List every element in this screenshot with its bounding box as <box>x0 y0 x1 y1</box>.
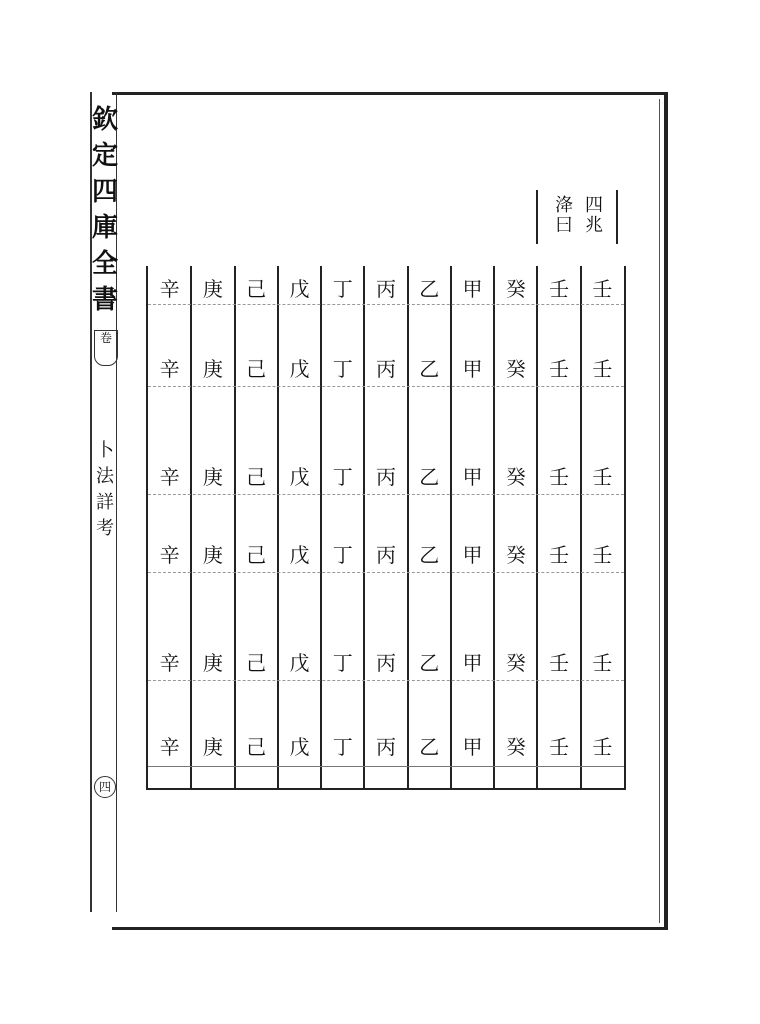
stem-cell: 己 <box>246 277 267 301</box>
title-char: 全 <box>92 249 119 279</box>
stem-cell: 壬 <box>549 277 570 301</box>
stem-table <box>146 266 626 790</box>
row-rule <box>148 680 624 681</box>
table-header <box>536 190 618 244</box>
stem-cell: 癸 <box>505 357 526 381</box>
title-char: 欽 <box>92 105 119 135</box>
column-rule <box>277 266 279 788</box>
stem-cell: 丁 <box>332 465 353 489</box>
stem-cell: 辛 <box>159 651 180 675</box>
stem-cell: 丁 <box>332 277 353 301</box>
column-rule <box>234 266 236 788</box>
page-number: 四 <box>94 776 116 798</box>
stem-cell: 己 <box>246 357 267 381</box>
header-right-column <box>582 196 606 236</box>
stem-cell: 甲 <box>462 357 483 381</box>
stem-cell: 丁 <box>332 543 353 567</box>
stem-cell: 戊 <box>289 277 310 301</box>
stem-cell: 丙 <box>376 735 396 759</box>
stem-cell: 乙 <box>419 735 440 759</box>
stem-cell: 乙 <box>419 651 440 675</box>
stem-cell: 癸 <box>505 735 526 759</box>
stem-cell: 戊 <box>289 651 310 675</box>
column-rule <box>536 266 538 788</box>
stem-cell: 癸 <box>505 277 526 301</box>
stem-cell: 己 <box>246 651 267 675</box>
stem-cell: 乙 <box>419 465 440 489</box>
stem-cell: 辛 <box>159 277 180 301</box>
column-rule <box>190 266 192 788</box>
stem-cell: 丙 <box>376 277 396 301</box>
stem-cell: 乙 <box>419 357 440 381</box>
stem-cell: 壬 <box>592 543 613 567</box>
stem-cell: 丁 <box>332 651 353 675</box>
section-title <box>94 438 116 542</box>
stem-cell: 甲 <box>462 735 483 759</box>
stem-cell: 甲 <box>462 465 483 489</box>
stem-cell: 丙 <box>376 465 396 489</box>
stem-cell: 丁 <box>332 735 353 759</box>
section-char: 詳 <box>96 492 114 513</box>
stem-cell: 癸 <box>505 465 526 489</box>
stem-cell: 甲 <box>462 277 483 301</box>
stem-cell: 壬 <box>549 465 570 489</box>
header-char: 曰 <box>555 215 573 236</box>
stem-cell: 癸 <box>505 651 526 675</box>
stem-cell: 戊 <box>289 735 310 759</box>
stem-cell: 庚 <box>202 277 223 301</box>
stem-cell: 辛 <box>159 465 180 489</box>
stem-cell: 甲 <box>462 543 483 567</box>
stem-cell: 壬 <box>549 357 570 381</box>
header-char: 四 <box>585 195 603 216</box>
stem-cell: 壬 <box>592 735 613 759</box>
title-char: 定 <box>92 141 119 171</box>
title-char: 庫 <box>92 213 119 243</box>
column-rule <box>320 266 322 788</box>
stem-cell: 癸 <box>505 543 526 567</box>
stem-cell: 辛 <box>159 543 180 567</box>
section-char: 法 <box>96 466 114 487</box>
stem-cell: 丙 <box>376 357 396 381</box>
row-rule <box>148 304 624 305</box>
header-left-column <box>552 196 576 236</box>
stem-cell: 壬 <box>549 651 570 675</box>
stem-cell: 己 <box>246 543 267 567</box>
stem-cell: 庚 <box>202 465 223 489</box>
stem-cell: 戊 <box>289 543 310 567</box>
stem-cell: 乙 <box>419 277 440 301</box>
stem-cell: 戊 <box>289 357 310 381</box>
stem-cell: 壬 <box>549 543 570 567</box>
stem-cell: 己 <box>246 465 267 489</box>
stem-cell: 己 <box>246 735 267 759</box>
stem-cell: 庚 <box>202 357 223 381</box>
column-rule <box>493 266 495 788</box>
stem-cell: 戊 <box>289 465 310 489</box>
row-rule <box>148 572 624 573</box>
column-rule <box>363 266 365 788</box>
stem-cell: 壬 <box>592 465 613 489</box>
stem-cell: 丁 <box>332 357 353 381</box>
stem-cell: 壬 <box>592 651 613 675</box>
volume-marker: 卷 <box>94 330 118 366</box>
column-rule <box>580 266 582 788</box>
stem-cell: 丙 <box>376 651 396 675</box>
column-rule <box>450 266 452 788</box>
book-title <box>92 102 118 318</box>
stem-cell: 辛 <box>159 735 180 759</box>
row-rule <box>148 766 624 767</box>
title-char: 書 <box>92 285 119 315</box>
stem-cell: 庚 <box>202 543 223 567</box>
stem-cell: 壬 <box>592 277 613 301</box>
stem-cell: 乙 <box>419 543 440 567</box>
stem-cell: 壬 <box>592 357 613 381</box>
header-char: 兆 <box>585 215 603 236</box>
stem-cell: 庚 <box>202 651 223 675</box>
header-char: 洚 <box>555 195 573 216</box>
column-rule <box>407 266 409 788</box>
section-char: 考 <box>96 518 114 539</box>
stem-cell: 丙 <box>376 543 396 567</box>
stem-cell: 庚 <box>202 735 223 759</box>
title-char: 四 <box>92 177 119 207</box>
row-rule <box>148 386 624 387</box>
stem-cell: 辛 <box>159 357 180 381</box>
row-rule <box>148 494 624 495</box>
stem-cell: 甲 <box>462 651 483 675</box>
stem-cell: 壬 <box>549 735 570 759</box>
section-char: 卜 <box>96 440 114 461</box>
